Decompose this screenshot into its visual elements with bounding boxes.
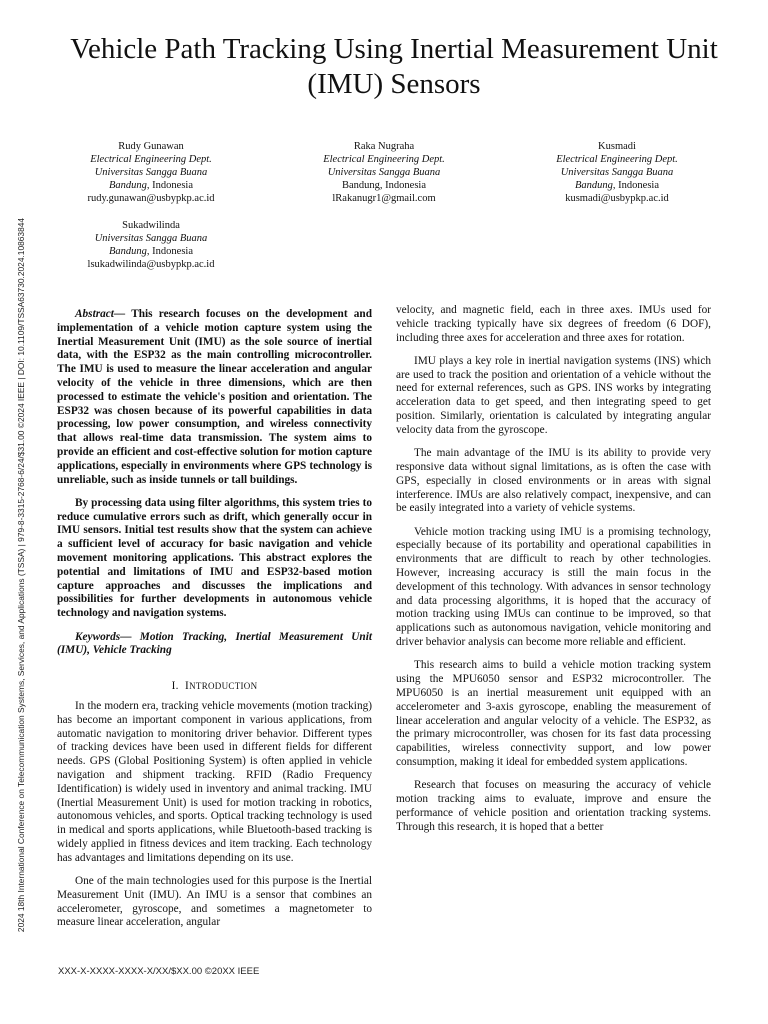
abstract-paragraph-2: By processing data using filter algorithms, this system tries to reduce cumulative errors such as drift, which generally occur in IMU sensors. Initial test results show that the system can achieve a sufficient level of accuracy for basic navigation and vehicle movement monitoring applications. This abstract explores the potential and limitations of IMU and ESP32-based motion capture approaches and discusses the implications and possibilities for further developments in autonomous vehicle technology and navigation systems.: [57, 496, 372, 620]
left-column: [57, 308, 372, 940]
copyright-footer: XXX-X-XXXX-XXXX-X/XX/$XX.00 ©20XX IEEE: [58, 966, 260, 977]
author-name: Sukadwilinda: [122, 220, 180, 231]
author-city: Bandung: [342, 180, 380, 191]
author-block-1: [41, 140, 261, 205]
author-univ: Universitas Sangga Buana: [94, 167, 208, 178]
author-email: lsukadwilinda@usbypkp.ac.id: [87, 259, 215, 270]
author-country: , Indonesia: [612, 180, 659, 191]
author-name: Kusmadi: [598, 141, 636, 152]
author-univ: Universitas Sangga Buana: [560, 167, 674, 178]
author-dept: Electrical Engineering Dept.: [90, 154, 212, 165]
author-city: Bandung: [109, 180, 147, 191]
abstract-paragraph: [57, 308, 372, 487]
author-city: Bandung: [109, 246, 147, 257]
author-dept: Electrical Engineering Dept.: [556, 154, 678, 165]
section-title-rest: NTRODUCTION: [189, 681, 258, 692]
section-title-initial: I: [185, 680, 190, 693]
abstract-label: Abstract—: [75, 308, 126, 320]
body-paragraph: Vehicle motion tracking using IMU is a promising technology, especially because of its portability and operational capabilities in environments that are difficult to reach by other technologies. However, increasing accuracy is still the main focus in the development of this technology. With advances in sensor technology and data processing algorithms, it is hoped that the accuracy of motion tracking using IMUs can continue to be improved, so that applications such as autonomous navigation, vehicle monitoring and driver behavior analysis can become more reliable and efficient.: [396, 525, 711, 649]
body-paragraph: IMU plays a key role in inertial navigation systems (INS) which are used to track the position and orientation of a vehicle without the need for external references, such as GPS. INS works by integrating acceleration data to get speed, and then integrating speed to get position. Similarly, orientation is calculated by integrating angular velocity data from the gyroscope.: [396, 354, 711, 436]
author-city: Bandung: [575, 180, 613, 191]
conference-info: 2024 18th International Conference on Telecommunication Systems, Services, and Applications (TSSA) | 979-8-3315-2768-6/24/$31.00 ©2024 IEEE | DOI: 10.1109/TSSA63730.2024.10863844: [16, 217, 26, 933]
author-country: , Indonesia: [146, 180, 193, 191]
paper-title: Vehicle Path Tracking Using Inertial Measurement Unit (IMU) Sensors: [70, 33, 718, 100]
body-paragraph: One of the main technologies used for this purpose is the Inertial Measurement Unit (IMU). An IMU is a sensor that combines an accelerometer, gyroscope, and sometimes a magnetometer to measure linear acceleration, angular: [57, 874, 372, 929]
author-country: , Indonesia: [379, 180, 426, 191]
abstract-text: This research focuses on the development and implementation of a vehicle motion capture system using the Inertial Measurement Unit (IMU) as the sole source of inertial data, with the ESP32 as the main controlling microcontroller. The IMU is used to measure the linear acceleration and angular velocity of the vehicle in three dimensions, which are then processed to estimate the vehicle's position and orientation. The ESP32 was chosen because of its powerful capabilities in data processing, low power consumption, and wireless connectivity that allows real-time data transmission. The system aims to provide an efficient and cost-effective solution for motion capture applications, especially in environments where GPS technology is unreliable, such as inside tunnels or tall buildings.: [57, 308, 372, 486]
author-email: rudy.gunawan@usbypkp.ac.id: [87, 193, 215, 204]
author-univ: Universitas Sangga Buana: [94, 233, 208, 244]
author-name: Rudy Gunawan: [118, 141, 184, 152]
doi-sidebar: [12, 195, 30, 955]
author-block-2: [274, 140, 494, 205]
author-dept: Electrical Engineering Dept.: [323, 154, 445, 165]
body-paragraph: In the modern era, tracking vehicle movements (motion tracking) has become an important component in various applications, from automatic navigation to monitoring driver behavior. Different types of tracking devices have been used in different fields for different needs. GPS (Global Positioning System) is often applied in vehicle navigation and shipment tracking. RFID (Radio Frequency Identification) is widely used in inventory and animal tracking. IMU (Inertial Measurement Unit) is used for motion tracking in robotics, autonomous vehicles, and sports. Optical tracking technology is used in medical and sports applications, while Bluetooth-based tracking is widely applied in fitness devices and item tracking. Each technology has advantages and limitations depending on its use.: [57, 699, 372, 864]
keywords: Keywords— Motion Tracking, Inertial Measurement Unit (IMU), Vehicle Tracking: [57, 630, 372, 657]
body-paragraph: This research aims to build a vehicle motion tracking system using the MPU6050 sensor and ESP32 microcontroller. The MPU6050 is an inertial measurement unit equipped with an accelerometer and 3-axis gyroscope, enabling the measurement of linear acceleration and angular velocity of a vehicle. The ESP32, as the primary microcontroller, was chosen for its fast data processing capabilities, wireless connectivity support, and low power consumption, making it ideal for embedded system applications.: [396, 659, 711, 768]
author-block-4: [41, 219, 261, 271]
author-country: , Indonesia: [146, 246, 193, 257]
author-email: lRakanugr1@gmail.com: [332, 193, 436, 204]
author-name: Raka Nugraha: [353, 141, 415, 152]
body-paragraph: Research that focuses on measuring the accuracy of vehicle motion tracking aims to evaluate, improve and ensure the performance of vehicle position and orientation tracking systems. Through this research, it is hoped that a better: [396, 779, 711, 833]
author-univ: Universitas Sangga Buana: [327, 167, 441, 178]
section-number: I.: [171, 680, 179, 693]
right-column: [396, 304, 711, 844]
author-email: kusmadi@usbypkp.ac.id: [565, 193, 669, 204]
body-paragraph: The main advantage of the IMU is its ability to provide very responsive data without signal limitations, as is often the case with GPS, especially in closed environments or in areas with signal interference. IMUs are also relatively compact, inexpensive, and can be easily integrated into a variety of vehicle systems.: [396, 447, 711, 515]
author-block-3: [507, 140, 727, 205]
section-heading: [57, 680, 372, 694]
body-paragraph: velocity, and magnetic field, each in three axes. IMUs used for vehicle tracking typically have six degrees of freedom (6 DOF), including three axes for acceleration and three axes for rotation.: [396, 304, 711, 344]
